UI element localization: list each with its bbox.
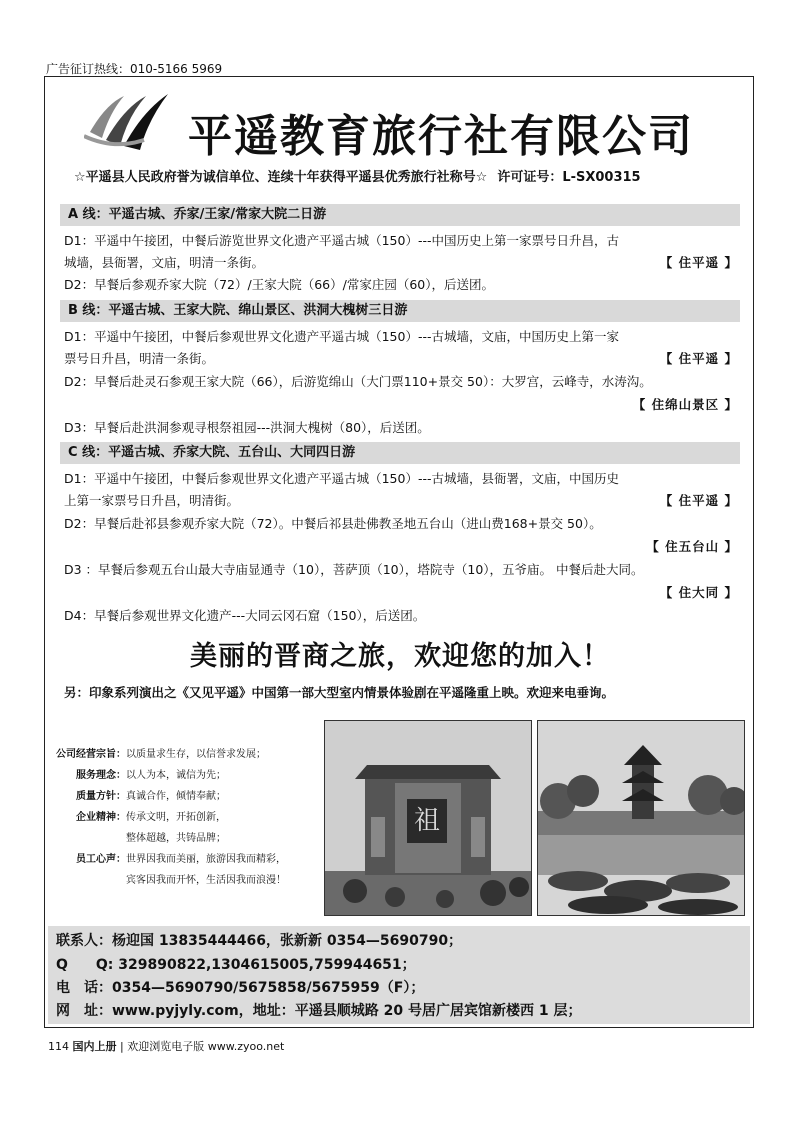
route-c-d2: D2：早餐后赴祁县参观乔家大院（72）。中餐后祁县赴佛教圣地五台山（进山费168+景交 50）。: [64, 516, 602, 531]
footer-text: 欢迎浏览电子版 www.zyoo.net: [127, 1040, 285, 1053]
show-note: 另：印象系列演出之《又见平遥》中国第一部大型室内情景体验剧在平遥隆重上映。欢迎来电垂询。: [64, 685, 615, 700]
gate-plaque-character: 祖: [413, 806, 441, 836]
philosophy-row: 公司经营宗旨： 以质量求生存，以信誉求发展；: [56, 749, 266, 760]
photo-ancestral-gate: [324, 720, 532, 916]
route-b-d3: D3：早餐后赴洪洞参观寻根祭祖园---洪洞大槐树（80），后送团。: [64, 420, 430, 435]
route-c-d4: D4：早餐后参观世界文化遗产---大同云冈石窟（150），后送团。: [64, 608, 426, 623]
company-philosophy: [50, 744, 322, 891]
contact-person: 联系人：杨迎国 13835444466，张新新 0354—5690790；: [56, 933, 463, 949]
photo-pagoda-pond: [537, 720, 745, 916]
license-number: 许可证号：L-SX00315: [497, 170, 641, 185]
route-c-d1-cont: 上第一家票号日升昌，明清街。: [64, 493, 240, 508]
philosophy-row: 质量方针： 真诚合作，倾情奉献；: [76, 791, 226, 802]
slogan: 美丽的晋商之旅，欢迎您的加入！: [190, 641, 610, 672]
ad-hotline: 广告征订热线：010-5166 5969: [46, 62, 223, 76]
philosophy-row: 服务理念： 以人为本，诚信为先；: [76, 770, 226, 781]
honor-text: ☆平遥县人民政府誉为诚信单位、连续十年获得平遥县优秀旅行社称号☆: [74, 170, 488, 185]
route-b-stay1: 【 住平遥 】: [659, 351, 738, 366]
route-b-d1: D1：平遥中午接团，中餐后参观世界文化遗产平遥古城（150）---古城墙，文庙，中国历史上第一家: [64, 329, 619, 344]
contact-phone: 电 话：0354—5690790/5675858/5675959（F）；: [56, 980, 425, 996]
route-c-d1: D1：平遥中午接团，中餐后参观世界文化遗产平遥古城（150）---古城墙，县衙署，文庙，中国历史: [64, 471, 619, 486]
page-footer: [48, 1038, 284, 1054]
company-logo: [84, 90, 170, 152]
contact-web-address: 网 址：www.pyjyly.com，地址：平遥县顺城路 20 号居广居宾馆新楼西 1 层；: [56, 1003, 582, 1019]
route-b-stay2: 【 住绵山景区 】: [632, 397, 738, 412]
footer-divider: |: [120, 1040, 124, 1053]
route-a-title: A 线：平遥古城、乔家/王家/常家大院二日游: [60, 204, 740, 226]
company-name: 平遥教育旅行社有限公司: [188, 111, 694, 162]
philosophy-row: 企业精神： 传承文明，开拓创新，: [76, 812, 226, 823]
philosophy-row: 整体超越，共铸品牌；: [126, 833, 226, 844]
route-a-d2: D2：早餐后参观乔家大院（72）/王家大院（66）/常家庄园（60），后送团。: [64, 277, 494, 292]
route-a-d1: D1：平遥中午接团，中餐后游览世界文化遗产平遥古城（150）---中国历史上第一家票号日升昌，古: [64, 233, 619, 248]
page-number: 114: [48, 1040, 69, 1053]
route-a-d1-cont: 城墙，县衙署，文庙，明清一条街。: [64, 255, 265, 270]
contact-qq: Q Q: 329890822,1304615005,759944651；: [56, 957, 416, 973]
route-b-title: B 线：平遥古城、王家大院、绵山景区、洪洞大槐树三日游: [60, 300, 740, 322]
route-b-d2: D2：早餐后赴灵石参观王家大院（66），后游览绵山（大门票110+景交 50）：大罗宫，云峰寺，水涛沟。: [64, 374, 652, 389]
route-b-d1-cont: 票号日升昌，明清一条街。: [64, 351, 215, 366]
route-c-stay1: 【 住平遥 】: [659, 493, 738, 508]
route-c-d3: D3 ：早餐后参观五台山最大寺庙显通寺（10），菩萨顶（10），塔院寺（10），五爷庙。 中餐后赴大同。: [64, 562, 644, 577]
route-a-stay1: 【 住平遥 】: [659, 255, 738, 270]
footer-section: 国内上册: [72, 1040, 117, 1053]
philosophy-row: 宾客因我而开怀，生活因我而浪漫！: [126, 875, 286, 886]
philosophy-row: 员工心声： 世界因我而美丽，旅游因我而精彩，: [76, 854, 286, 865]
route-c-stay2: 【 住五台山 】: [646, 539, 738, 554]
honor-line: [74, 166, 641, 185]
route-c-stay3: 【 住大同 】: [659, 585, 738, 600]
route-c-title: C 线：平遥古城、乔家大院、五台山、大同四日游: [60, 442, 740, 464]
